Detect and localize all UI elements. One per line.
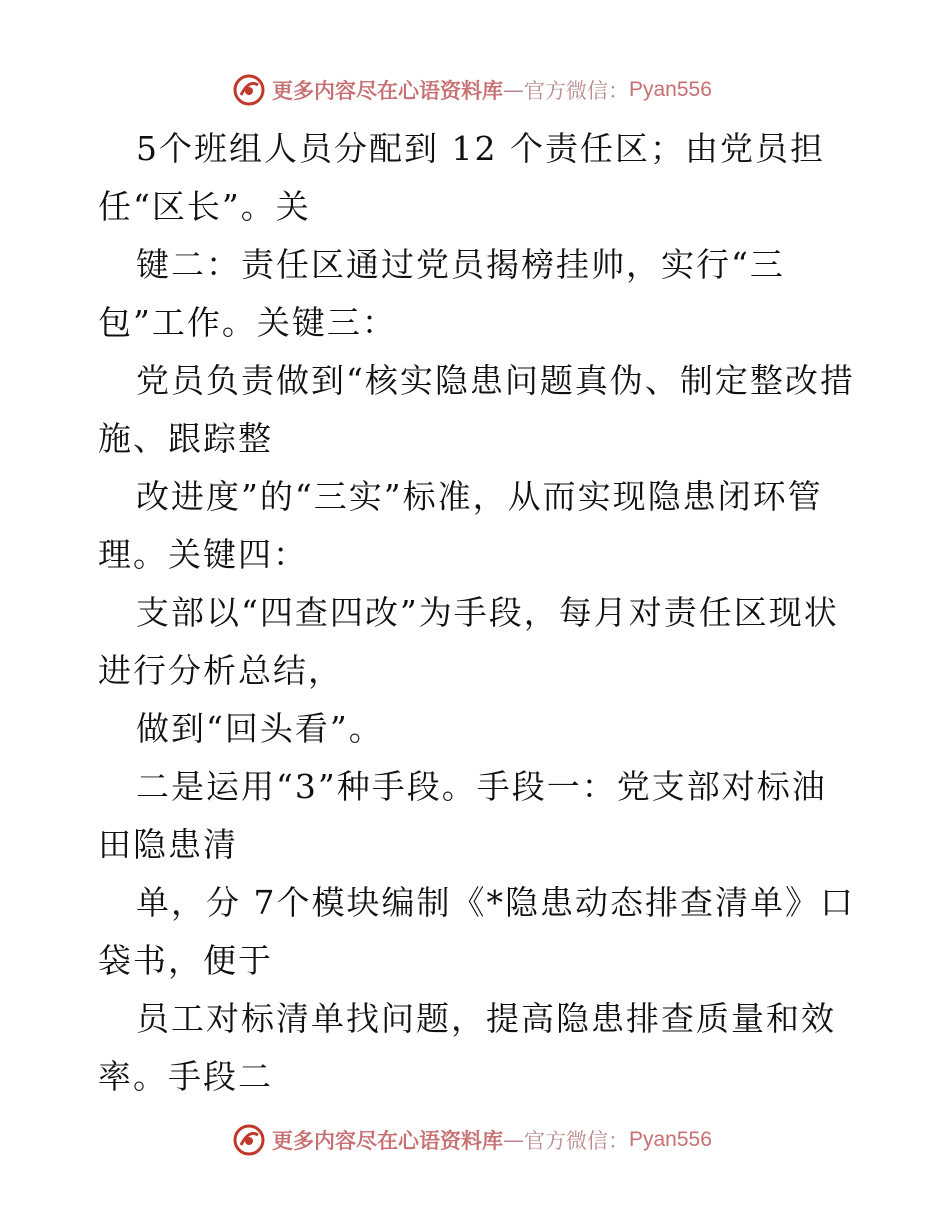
banner-title: 更多内容尽在心语资料库 [272,1129,503,1153]
text-line: 二是运用“3”种手段。手段一：党支部对标油 [136,767,827,806]
brand-logo-icon [232,73,266,107]
banner-wechat-label: 官方微信： [524,1129,629,1153]
banner-title: 更多内容尽在心语资料库 [272,79,503,103]
banner-dash: — [503,78,524,102]
banner-wechat-id: Pyan556 [629,78,712,101]
text-line: 支部以“四查四改”为手段，每月对责任区现状 [136,593,839,632]
text-line: 田隐患清 [98,825,238,864]
header-banner [232,70,712,110]
text-line: 任“区长”。关 [98,187,311,226]
text-line: 单，分 7个模块编制《*隐患动态排查清单》口 [136,883,855,922]
text-line: 做到“回头看”。 [136,709,384,748]
text-line: 包”工作。关键三： [98,303,397,342]
text-line: 员工对标清单找问题，提高隐患排查质量和效 [136,999,836,1038]
text-line: 5个班组人员分配到 12 个责任区；由党员担 [136,129,825,168]
text-line: 袋书，便于 [98,941,273,980]
text-line: 改进度”的“三实”标准，从而实现隐患闭环管 [136,477,823,516]
text-line: 理。关键四： [98,535,308,574]
banner-wechat-id: Pyan556 [629,1128,712,1151]
text-line: 进行分析总结， [98,651,343,690]
footer-banner [232,1120,712,1160]
text-line: 键二：责任区通过党员揭榜挂帅，实行“三 [136,245,785,284]
text-line: 党员负责做到“核实隐患问题真伪、制定整改措 [136,361,855,400]
banner-wechat-label: 官方微信： [524,79,629,103]
text-line: 施、跟踪整 [98,419,273,458]
banner-dash: — [503,1128,524,1152]
text-line: 率。手段二 [98,1057,273,1096]
brand-logo-icon [232,1123,266,1157]
